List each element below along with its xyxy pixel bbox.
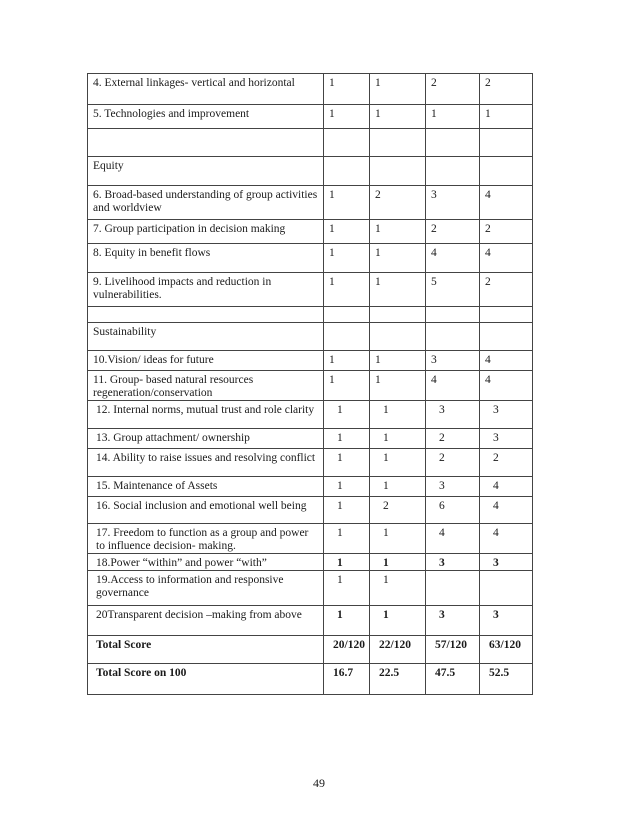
score-cell (426, 129, 480, 157)
score-cell: 1 (370, 371, 426, 401)
table-row (88, 273, 533, 307)
score-cell: 1 (370, 105, 426, 129)
score-cell (480, 129, 533, 157)
score-cell: 1 (370, 429, 426, 449)
table-row (88, 664, 533, 695)
score-cell: 1 (324, 401, 370, 429)
score-cell: 4 (480, 351, 533, 371)
score-cell: 1 (370, 244, 426, 273)
score-cell: 1 (370, 571, 426, 606)
score-cell (370, 157, 426, 186)
score-cell: 1 (370, 273, 426, 307)
row-label: 16. Social inclusion and emotional well being (88, 497, 324, 524)
score-cell: 5 (426, 273, 480, 307)
score-cell (480, 571, 533, 606)
score-cell (324, 307, 370, 323)
score-cell: 1 (324, 220, 370, 244)
score-cell: 1 (370, 351, 426, 371)
row-label: 11. Group- based natural resources regeneration/conservation (88, 371, 324, 401)
table-row (88, 477, 533, 497)
score-cell (426, 323, 480, 351)
page-number: 49 (313, 776, 325, 790)
row-label: Sustainability (88, 323, 324, 351)
score-cell: 2 (370, 497, 426, 524)
score-cell (480, 307, 533, 323)
score-cell: 4 (480, 497, 533, 524)
score-cell: 1 (370, 524, 426, 554)
table-row (88, 323, 533, 351)
score-cell: 3 (480, 401, 533, 429)
score-cell: 1 (324, 351, 370, 371)
score-cell: 1 (370, 401, 426, 429)
table-row (88, 429, 533, 449)
score-cell: 2 (480, 74, 533, 105)
score-cell: 1 (370, 449, 426, 477)
score-cell: 1 (324, 429, 370, 449)
score-cell (426, 307, 480, 323)
table-row (88, 157, 533, 186)
score-cell: 3 (426, 477, 480, 497)
table-row (88, 307, 533, 323)
row-label: 13. Group attachment/ ownership (88, 429, 324, 449)
score-cell (426, 571, 480, 606)
row-label: 19.Access to information and responsive governance (88, 571, 324, 606)
score-cell: 1 (370, 220, 426, 244)
score-cell: 47.5 (426, 664, 480, 695)
score-cell: 2 (426, 74, 480, 105)
table-row (88, 449, 533, 477)
table-row (88, 351, 533, 371)
score-cell: 4 (426, 524, 480, 554)
row-label: 8. Equity in benefit flows (88, 244, 324, 273)
score-cell: 4 (480, 477, 533, 497)
score-cell: 2 (370, 186, 426, 220)
score-table (87, 73, 533, 695)
row-label: 5. Technologies and improvement (88, 105, 324, 129)
table-row (88, 554, 533, 571)
score-cell: 20/120 (324, 636, 370, 664)
row-label (88, 307, 324, 323)
score-cell: 1 (480, 105, 533, 129)
row-label: 18.Power “within” and power “with” (88, 554, 324, 571)
score-cell: 1 (324, 606, 370, 636)
score-cell: 3 (480, 554, 533, 571)
table-row (88, 497, 533, 524)
table-row (88, 105, 533, 129)
score-cell: 1 (426, 105, 480, 129)
score-cell: 4 (426, 371, 480, 401)
row-label (88, 129, 324, 157)
score-cell (370, 323, 426, 351)
score-cell: 22.5 (370, 664, 426, 695)
row-label: 6. Broad-based understanding of group activities and worldview (88, 186, 324, 220)
row-label: 14. Ability to raise issues and resolving conflict (88, 449, 324, 477)
score-cell (370, 129, 426, 157)
score-cell (480, 157, 533, 186)
row-label: Total Score on 100 (88, 664, 324, 695)
table-row (88, 606, 533, 636)
score-cell: 1 (324, 244, 370, 273)
score-cell: 16.7 (324, 664, 370, 695)
score-cell: 1 (324, 449, 370, 477)
score-cell: 3 (426, 554, 480, 571)
row-label: 4. External linkages- vertical and horizontal (88, 74, 324, 105)
row-label: 20Transparent decision –making from above (88, 606, 324, 636)
score-cell: 1 (324, 105, 370, 129)
score-cell: 1 (324, 571, 370, 606)
row-label: Total Score (88, 636, 324, 664)
score-cell: 2 (426, 449, 480, 477)
table-row (88, 129, 533, 157)
row-label: 7. Group participation in decision making (88, 220, 324, 244)
table-row (88, 401, 533, 429)
row-label: 9. Livelihood impacts and reduction in vulnerabilities. (88, 273, 324, 307)
score-cell (370, 307, 426, 323)
score-cell: 1 (370, 554, 426, 571)
score-cell: 3 (426, 606, 480, 636)
score-cell: 2 (480, 449, 533, 477)
score-cell: 3 (480, 429, 533, 449)
score-cell: 6 (426, 497, 480, 524)
table-row (88, 74, 533, 105)
score-cell: 22/120 (370, 636, 426, 664)
table-row (88, 571, 533, 606)
score-cell: 4 (480, 186, 533, 220)
table-row (88, 244, 533, 273)
score-cell: 2 (426, 220, 480, 244)
score-cell: 1 (324, 554, 370, 571)
score-cell (324, 157, 370, 186)
score-cell: 1 (370, 477, 426, 497)
table-row (88, 636, 533, 664)
score-cell (426, 157, 480, 186)
score-cell (324, 129, 370, 157)
table-row (88, 524, 533, 554)
score-cell: 3 (426, 351, 480, 371)
row-label: 17. Freedom to function as a group and power to influence decision- making. (88, 524, 324, 554)
score-cell: 57/120 (426, 636, 480, 664)
score-cell: 3 (480, 606, 533, 636)
score-cell: 4 (480, 244, 533, 273)
score-cell: 1 (324, 371, 370, 401)
table-row (88, 186, 533, 220)
score-table-body (88, 74, 533, 695)
score-cell: 4 (480, 371, 533, 401)
score-cell: 1 (324, 186, 370, 220)
score-cell: 1 (324, 477, 370, 497)
row-label: Equity (88, 157, 324, 186)
score-cell: 2 (480, 220, 533, 244)
score-cell (324, 323, 370, 351)
table-row (88, 371, 533, 401)
score-cell: 1 (324, 497, 370, 524)
table-row (88, 220, 533, 244)
score-cell: 1 (324, 273, 370, 307)
score-cell: 1 (324, 524, 370, 554)
score-cell: 4 (480, 524, 533, 554)
row-label: 12. Internal norms, mutual trust and role clarity (88, 401, 324, 429)
score-cell: 63/120 (480, 636, 533, 664)
score-cell: 2 (426, 429, 480, 449)
score-cell: 1 (370, 74, 426, 105)
row-label: 10.Vision/ ideas for future (88, 351, 324, 371)
score-cell: 2 (480, 273, 533, 307)
row-label: 15. Maintenance of Assets (88, 477, 324, 497)
score-cell: 1 (370, 606, 426, 636)
score-cell: 4 (426, 244, 480, 273)
score-cell (480, 323, 533, 351)
score-cell: 1 (324, 74, 370, 105)
score-cell: 3 (426, 186, 480, 220)
score-cell: 52.5 (480, 664, 533, 695)
score-cell: 3 (426, 401, 480, 429)
